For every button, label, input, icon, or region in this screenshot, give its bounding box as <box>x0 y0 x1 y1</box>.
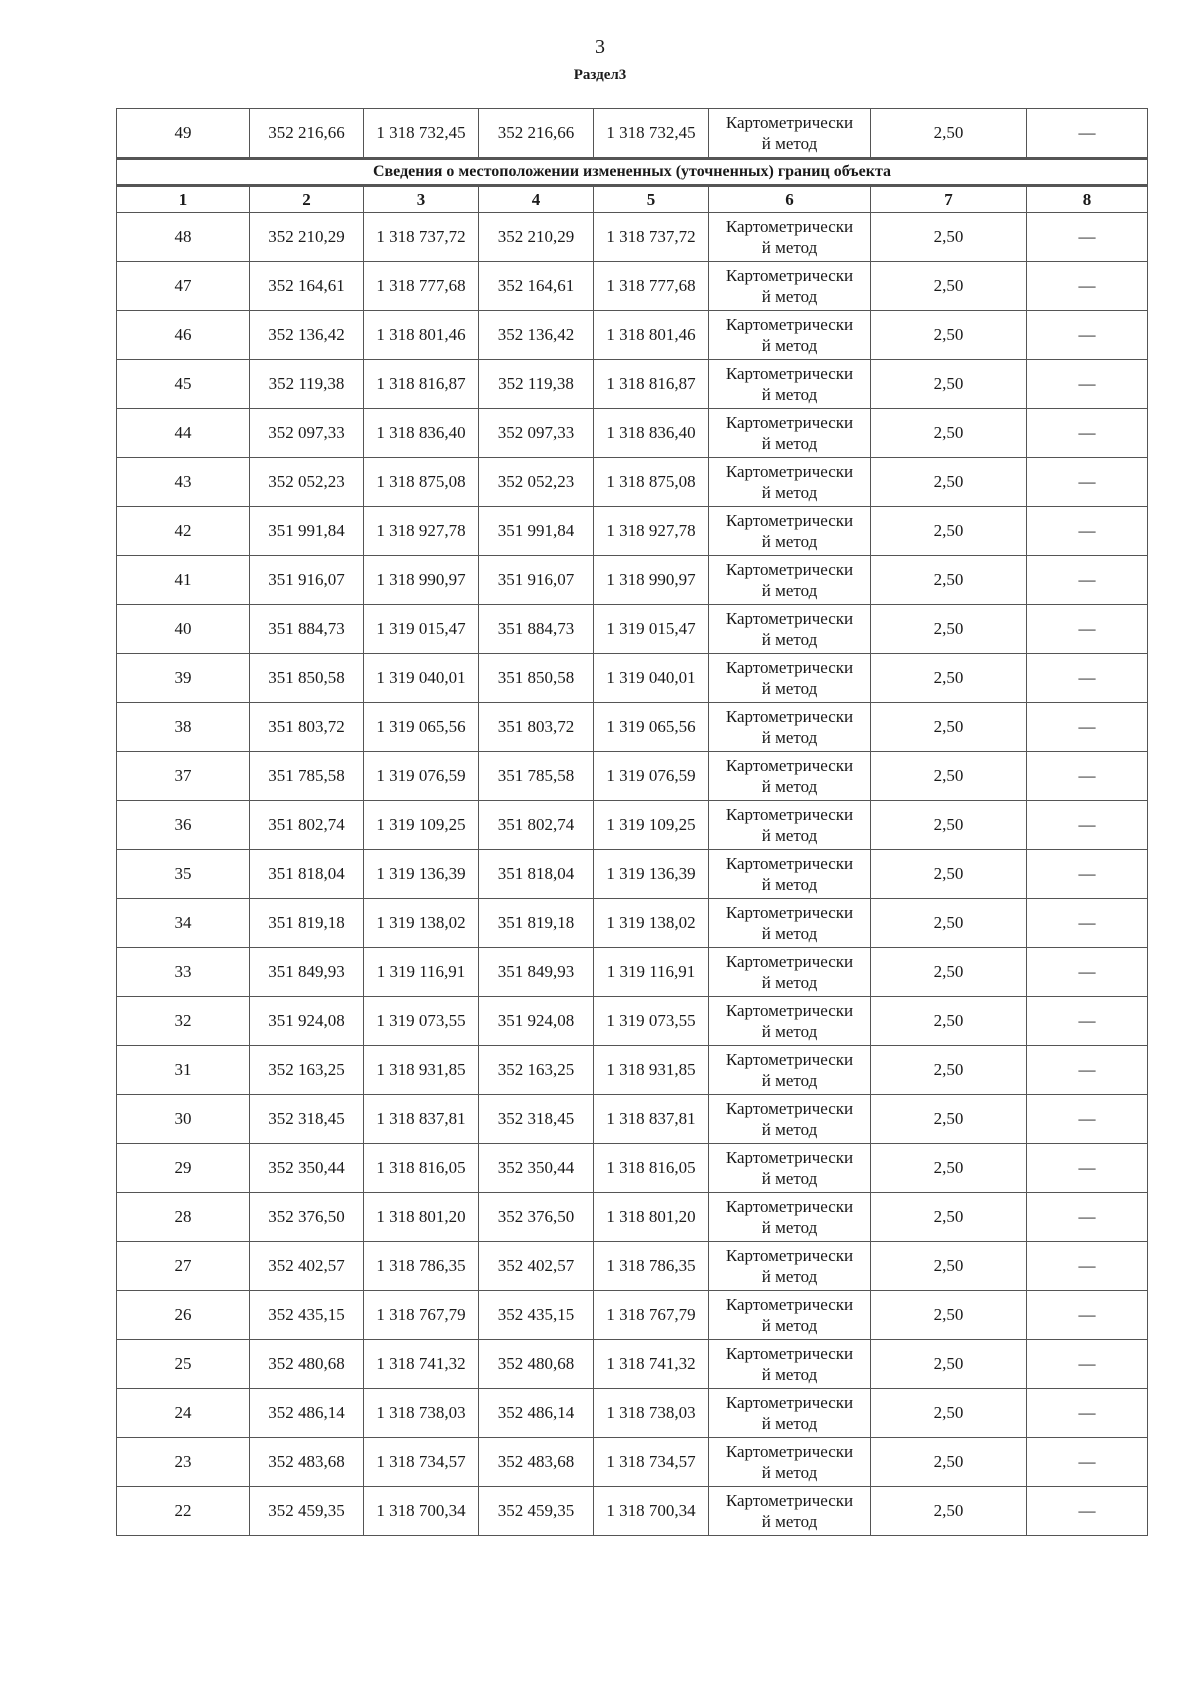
x-existing: 352 216,66 <box>250 109 364 159</box>
point-number: 44 <box>117 409 250 458</box>
description: — <box>1027 850 1148 899</box>
point-number: 43 <box>117 458 250 507</box>
y-existing: 1 318 875,08 <box>364 458 479 507</box>
table-row <box>117 654 1148 703</box>
y-existing: 1 318 836,40 <box>364 409 479 458</box>
method-cell: Картометрически й метод <box>709 311 871 360</box>
accuracy: 2,50 <box>871 311 1027 360</box>
point-number: 25 <box>117 1340 250 1389</box>
point-number: 22 <box>117 1487 250 1536</box>
table-row <box>117 458 1148 507</box>
table-row <box>117 507 1148 556</box>
y-new: 1 318 931,85 <box>594 1046 709 1095</box>
point-number: 42 <box>117 507 250 556</box>
method-cell: Картометрически й метод <box>709 1095 871 1144</box>
description: — <box>1027 948 1148 997</box>
point-number: 36 <box>117 801 250 850</box>
point-number: 40 <box>117 605 250 654</box>
method-cell: Картометрически й метод <box>709 262 871 311</box>
table-row <box>117 409 1148 458</box>
x-existing: 351 924,08 <box>250 997 364 1046</box>
x-existing: 352 163,25 <box>250 1046 364 1095</box>
table-row <box>117 109 1148 159</box>
description: — <box>1027 507 1148 556</box>
x-existing: 352 318,45 <box>250 1095 364 1144</box>
point-number: 41 <box>117 556 250 605</box>
description: — <box>1027 899 1148 948</box>
x-existing: 351 803,72 <box>250 703 364 752</box>
y-existing: 1 318 700,34 <box>364 1487 479 1536</box>
y-new: 1 319 136,39 <box>594 850 709 899</box>
table-row <box>117 703 1148 752</box>
x-existing: 352 164,61 <box>250 262 364 311</box>
description: — <box>1027 213 1148 262</box>
y-new: 1 318 816,05 <box>594 1144 709 1193</box>
table-row <box>117 1046 1148 1095</box>
y-new: 1 318 990,97 <box>594 556 709 605</box>
description: — <box>1027 997 1148 1046</box>
x-new: 352 486,14 <box>479 1389 594 1438</box>
x-existing: 352 376,50 <box>250 1193 364 1242</box>
x-new: 352 483,68 <box>479 1438 594 1487</box>
point-number: 23 <box>117 1438 250 1487</box>
table-row <box>117 605 1148 654</box>
page-number: 3 <box>595 36 605 58</box>
y-new: 1 319 040,01 <box>594 654 709 703</box>
point-number: 32 <box>117 997 250 1046</box>
point-number: 35 <box>117 850 250 899</box>
description: — <box>1027 1389 1148 1438</box>
description: — <box>1027 556 1148 605</box>
y-new: 1 318 700,34 <box>594 1487 709 1536</box>
method-cell: Картометрически й метод <box>709 1046 871 1095</box>
x-existing: 351 849,93 <box>250 948 364 997</box>
y-existing: 1 318 801,20 <box>364 1193 479 1242</box>
y-new: 1 319 015,47 <box>594 605 709 654</box>
x-new: 352 097,33 <box>479 409 594 458</box>
accuracy: 2,50 <box>871 605 1027 654</box>
table-row <box>117 997 1148 1046</box>
x-existing: 351 991,84 <box>250 507 364 556</box>
column-number-row <box>117 186 1148 213</box>
description: — <box>1027 409 1148 458</box>
point-number: 28 <box>117 1193 250 1242</box>
y-new: 1 318 786,35 <box>594 1242 709 1291</box>
description: — <box>1027 1487 1148 1536</box>
y-existing: 1 318 737,72 <box>364 213 479 262</box>
y-new: 1 319 109,25 <box>594 801 709 850</box>
accuracy: 2,50 <box>871 1340 1027 1389</box>
accuracy: 2,50 <box>871 654 1027 703</box>
y-existing: 1 318 927,78 <box>364 507 479 556</box>
table-row <box>117 262 1148 311</box>
x-existing: 352 480,68 <box>250 1340 364 1389</box>
accuracy: 2,50 <box>871 1389 1027 1438</box>
x-new: 352 350,44 <box>479 1144 594 1193</box>
y-new: 1 319 116,91 <box>594 948 709 997</box>
description: — <box>1027 801 1148 850</box>
x-new: 352 210,29 <box>479 213 594 262</box>
method-cell: Картометрически й метод <box>709 997 871 1046</box>
y-new: 1 318 734,57 <box>594 1438 709 1487</box>
table-row <box>117 1144 1148 1193</box>
y-existing: 1 318 732,45 <box>364 109 479 159</box>
point-number: 29 <box>117 1144 250 1193</box>
accuracy: 2,50 <box>871 262 1027 311</box>
x-existing: 352 486,14 <box>250 1389 364 1438</box>
y-new: 1 318 816,87 <box>594 360 709 409</box>
x-existing: 351 818,04 <box>250 850 364 899</box>
subsection-row <box>117 159 1148 186</box>
table-row <box>117 1242 1148 1291</box>
x-new: 351 819,18 <box>479 899 594 948</box>
x-new: 351 785,58 <box>479 752 594 801</box>
y-existing: 1 319 073,55 <box>364 997 479 1046</box>
accuracy: 2,50 <box>871 1291 1027 1340</box>
x-new: 352 376,50 <box>479 1193 594 1242</box>
accuracy: 2,50 <box>871 703 1027 752</box>
accuracy: 2,50 <box>871 556 1027 605</box>
x-new: 351 924,08 <box>479 997 594 1046</box>
y-existing: 1 318 816,87 <box>364 360 479 409</box>
method-cell: Картометрически й метод <box>709 507 871 556</box>
y-new: 1 318 777,68 <box>594 262 709 311</box>
point-number: 26 <box>117 1291 250 1340</box>
point-number: 38 <box>117 703 250 752</box>
x-new: 351 802,74 <box>479 801 594 850</box>
y-new: 1 318 875,08 <box>594 458 709 507</box>
point-number: 48 <box>117 213 250 262</box>
x-new: 351 850,58 <box>479 654 594 703</box>
coordinates-table <box>116 108 1148 1536</box>
method-cell: Картометрически й метод <box>709 605 871 654</box>
y-existing: 1 318 734,57 <box>364 1438 479 1487</box>
method-cell: Картометрически й метод <box>709 1144 871 1193</box>
accuracy: 2,50 <box>871 1242 1027 1291</box>
table-row <box>117 850 1148 899</box>
table-row <box>117 1340 1148 1389</box>
accuracy: 2,50 <box>871 948 1027 997</box>
x-new: 351 803,72 <box>479 703 594 752</box>
accuracy: 2,50 <box>871 752 1027 801</box>
description: — <box>1027 654 1148 703</box>
accuracy: 2,50 <box>871 360 1027 409</box>
y-existing: 1 318 837,81 <box>364 1095 479 1144</box>
accuracy: 2,50 <box>871 1193 1027 1242</box>
description: — <box>1027 311 1148 360</box>
y-existing: 1 318 741,32 <box>364 1340 479 1389</box>
method-cell: Картометрически й метод <box>709 899 871 948</box>
x-existing: 352 210,29 <box>250 213 364 262</box>
x-existing: 351 819,18 <box>250 899 364 948</box>
method-cell: Картометрически й метод <box>709 1438 871 1487</box>
accuracy: 2,50 <box>871 1144 1027 1193</box>
y-existing: 1 318 786,35 <box>364 1242 479 1291</box>
table-row <box>117 801 1148 850</box>
x-new: 352 480,68 <box>479 1340 594 1389</box>
x-new: 352 216,66 <box>479 109 594 159</box>
x-new: 352 136,42 <box>479 311 594 360</box>
point-number: 37 <box>117 752 250 801</box>
table-row <box>117 1487 1148 1536</box>
method-cell: Картометрически й метод <box>709 850 871 899</box>
x-existing: 352 402,57 <box>250 1242 364 1291</box>
x-new: 351 884,73 <box>479 605 594 654</box>
description: — <box>1027 1046 1148 1095</box>
y-existing: 1 319 065,56 <box>364 703 479 752</box>
table-row <box>117 1438 1148 1487</box>
description: — <box>1027 1291 1148 1340</box>
accuracy: 2,50 <box>871 1487 1027 1536</box>
column-number: 8 <box>1027 186 1148 213</box>
method-cell: Картометрически й метод <box>709 409 871 458</box>
x-existing: 352 483,68 <box>250 1438 364 1487</box>
column-number: 3 <box>364 186 479 213</box>
y-existing: 1 319 136,39 <box>364 850 479 899</box>
description: — <box>1027 1340 1148 1389</box>
table-row <box>117 1193 1148 1242</box>
accuracy: 2,50 <box>871 997 1027 1046</box>
description: — <box>1027 1095 1148 1144</box>
accuracy: 2,50 <box>871 458 1027 507</box>
x-new: 352 163,25 <box>479 1046 594 1095</box>
x-existing: 351 916,07 <box>250 556 364 605</box>
method-cell: Картометрически й метод <box>709 1242 871 1291</box>
accuracy: 2,50 <box>871 1095 1027 1144</box>
y-new: 1 318 801,20 <box>594 1193 709 1242</box>
method-cell: Картометрически й метод <box>709 1487 871 1536</box>
method-cell: Картометрически й метод <box>709 360 871 409</box>
y-existing: 1 319 076,59 <box>364 752 479 801</box>
y-new: 1 319 076,59 <box>594 752 709 801</box>
y-new: 1 318 737,72 <box>594 213 709 262</box>
point-number: 24 <box>117 1389 250 1438</box>
accuracy: 2,50 <box>871 213 1027 262</box>
y-existing: 1 319 109,25 <box>364 801 479 850</box>
accuracy: 2,50 <box>871 1046 1027 1095</box>
table-row <box>117 899 1148 948</box>
x-existing: 352 052,23 <box>250 458 364 507</box>
description: — <box>1027 109 1148 159</box>
table-row <box>117 948 1148 997</box>
x-existing: 352 350,44 <box>250 1144 364 1193</box>
x-existing: 352 097,33 <box>250 409 364 458</box>
y-existing: 1 318 931,85 <box>364 1046 479 1095</box>
description: — <box>1027 605 1148 654</box>
method-cell: Картометрически й метод <box>709 703 871 752</box>
y-existing: 1 318 767,79 <box>364 1291 479 1340</box>
method-cell: Картометрически й метод <box>709 1291 871 1340</box>
description: — <box>1027 458 1148 507</box>
accuracy: 2,50 <box>871 409 1027 458</box>
point-number: 34 <box>117 899 250 948</box>
x-existing: 352 459,35 <box>250 1487 364 1536</box>
y-new: 1 318 801,46 <box>594 311 709 360</box>
point-number: 46 <box>117 311 250 360</box>
subsection-title: Сведения о местоположении измененных (уточненных) границ объекта <box>117 159 1148 186</box>
point-number: 31 <box>117 1046 250 1095</box>
description: — <box>1027 752 1148 801</box>
accuracy: 2,50 <box>871 801 1027 850</box>
y-new: 1 318 767,79 <box>594 1291 709 1340</box>
x-new: 352 459,35 <box>479 1487 594 1536</box>
y-existing: 1 318 738,03 <box>364 1389 479 1438</box>
x-new: 351 991,84 <box>479 507 594 556</box>
method-cell: Картометрически й метод <box>709 654 871 703</box>
y-new: 1 319 138,02 <box>594 899 709 948</box>
column-number: 4 <box>479 186 594 213</box>
column-number: 6 <box>709 186 871 213</box>
method-cell: Картометрически й метод <box>709 458 871 507</box>
method-cell: Картометрически й метод <box>709 1389 871 1438</box>
y-existing: 1 319 040,01 <box>364 654 479 703</box>
y-existing: 1 318 990,97 <box>364 556 479 605</box>
x-existing: 351 785,58 <box>250 752 364 801</box>
y-new: 1 318 837,81 <box>594 1095 709 1144</box>
point-number: 45 <box>117 360 250 409</box>
table-row <box>117 311 1148 360</box>
table-row <box>117 556 1148 605</box>
method-cell: Картометрически й метод <box>709 1193 871 1242</box>
x-new: 351 849,93 <box>479 948 594 997</box>
method-cell: Картометрически й метод <box>709 1340 871 1389</box>
accuracy: 2,50 <box>871 850 1027 899</box>
method-cell: Картометрически й метод <box>709 752 871 801</box>
description: — <box>1027 1242 1148 1291</box>
description: — <box>1027 1144 1148 1193</box>
description: — <box>1027 1438 1148 1487</box>
x-existing: 352 136,42 <box>250 311 364 360</box>
column-number: 2 <box>250 186 364 213</box>
x-new: 352 402,57 <box>479 1242 594 1291</box>
section-title: Раздел3 <box>573 67 627 83</box>
description: — <box>1027 1193 1148 1242</box>
point-number: 27 <box>117 1242 250 1291</box>
x-existing: 352 119,38 <box>250 360 364 409</box>
y-new: 1 319 073,55 <box>594 997 709 1046</box>
table-row <box>117 1389 1148 1438</box>
method-cell: Картометрически й метод <box>709 109 871 159</box>
table-row <box>117 213 1148 262</box>
x-new: 352 052,23 <box>479 458 594 507</box>
x-new: 351 818,04 <box>479 850 594 899</box>
accuracy: 2,50 <box>871 507 1027 556</box>
point-number: 33 <box>117 948 250 997</box>
y-existing: 1 319 116,91 <box>364 948 479 997</box>
method-cell: Картометрически й метод <box>709 948 871 997</box>
description: — <box>1027 360 1148 409</box>
accuracy: 2,50 <box>871 899 1027 948</box>
accuracy: 2,50 <box>871 109 1027 159</box>
point-number: 49 <box>117 109 250 159</box>
description: — <box>1027 703 1148 752</box>
x-new: 352 164,61 <box>479 262 594 311</box>
x-new: 352 318,45 <box>479 1095 594 1144</box>
y-existing: 1 318 816,05 <box>364 1144 479 1193</box>
x-existing: 351 884,73 <box>250 605 364 654</box>
y-existing: 1 319 138,02 <box>364 899 479 948</box>
y-new: 1 319 065,56 <box>594 703 709 752</box>
y-existing: 1 318 777,68 <box>364 262 479 311</box>
x-existing: 351 802,74 <box>250 801 364 850</box>
table-row <box>117 752 1148 801</box>
y-new: 1 318 741,32 <box>594 1340 709 1389</box>
y-new: 1 318 927,78 <box>594 507 709 556</box>
column-number: 1 <box>117 186 250 213</box>
point-number: 47 <box>117 262 250 311</box>
x-new: 352 435,15 <box>479 1291 594 1340</box>
y-existing: 1 319 015,47 <box>364 605 479 654</box>
y-new: 1 318 836,40 <box>594 409 709 458</box>
column-number: 7 <box>871 186 1027 213</box>
x-new: 352 119,38 <box>479 360 594 409</box>
point-number: 39 <box>117 654 250 703</box>
table-row <box>117 360 1148 409</box>
y-existing: 1 318 801,46 <box>364 311 479 360</box>
y-new: 1 318 732,45 <box>594 109 709 159</box>
description: — <box>1027 262 1148 311</box>
method-cell: Картометрически й метод <box>709 801 871 850</box>
x-existing: 352 435,15 <box>250 1291 364 1340</box>
table-row <box>117 1291 1148 1340</box>
method-cell: Картометрически й метод <box>709 213 871 262</box>
y-new: 1 318 738,03 <box>594 1389 709 1438</box>
column-number: 5 <box>594 186 709 213</box>
method-cell: Картометрически й метод <box>709 556 871 605</box>
x-new: 351 916,07 <box>479 556 594 605</box>
accuracy: 2,50 <box>871 1438 1027 1487</box>
table-row <box>117 1095 1148 1144</box>
point-number: 30 <box>117 1095 250 1144</box>
x-existing: 351 850,58 <box>250 654 364 703</box>
